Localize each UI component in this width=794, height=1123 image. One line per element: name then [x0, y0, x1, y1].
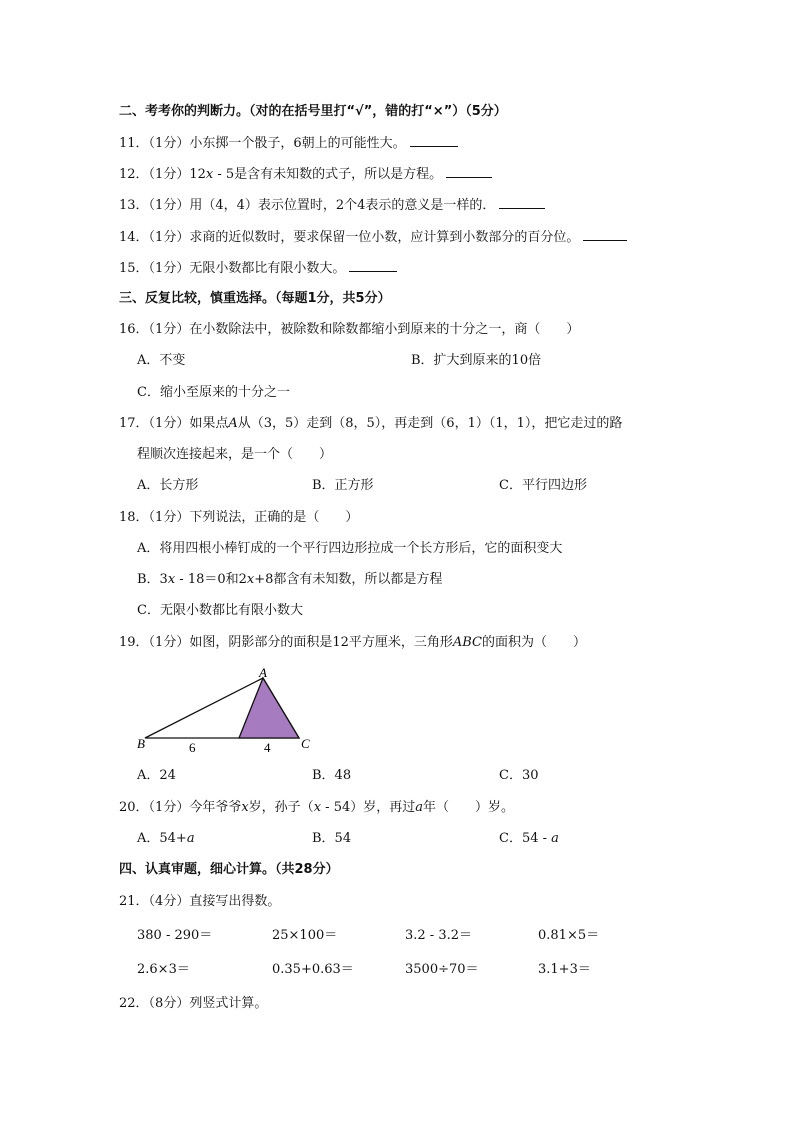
question-19-prefix: 19．（1分）如图，阴影部分的面积是12平方厘米，三角形: [119, 635, 453, 650]
question-17-text: 从（3，5）走到（8，5），再走到（6，1）（1，1），把它走过的路: [237, 416, 623, 431]
calc-1-1[interactable]: 380 - 290＝: [137, 928, 213, 943]
question-13-text: 13．（1分）用（4，4）表示位置时，2个4表示的意义是一样的．: [119, 198, 496, 213]
option-18-c[interactable]: C．无限小数都比有限小数大: [137, 603, 303, 618]
variable-a: A: [228, 416, 238, 431]
question-20-text: 年（ ）岁。: [423, 800, 515, 815]
question-20-stem: [119, 799, 514, 817]
variable-x: x: [167, 572, 176, 587]
question-19-text: 的面积为（ ）: [482, 635, 587, 650]
segment-dc-label: 4: [264, 740, 271, 755]
variable-x: x: [313, 800, 322, 815]
answer-blank-15[interactable]: [349, 259, 397, 272]
option-19-a[interactable]: A．24: [137, 768, 176, 783]
variable-a: a: [186, 831, 195, 846]
question-12: [119, 165, 492, 184]
question-22-stem: 22．（8分）列竖式计算。: [119, 996, 268, 1011]
question-17-stem: [119, 415, 622, 433]
question-20-mid2: - 54）岁，再过: [321, 800, 416, 815]
option-18-b-prefix: B．3: [137, 572, 168, 587]
question-13: [119, 196, 545, 215]
calc-2-4[interactable]: 3.1+3＝: [538, 962, 591, 977]
section-3-heading: 三、反复比较，慎重选择。（每题1分，共5分）: [119, 291, 391, 306]
option-16-a[interactable]: A．不变: [137, 353, 186, 368]
option-17-c[interactable]: C．平行四边形: [499, 478, 587, 493]
option-20-b[interactable]: B．54: [312, 831, 352, 846]
option-20-a-prefix: A．54+: [137, 831, 187, 846]
question-17-stem-cont: 程顺次连接起来，是一个（ ）: [137, 447, 333, 462]
option-18-b-mid: - 18＝0和2: [175, 572, 247, 587]
calc-1-4[interactable]: 0.81×5＝: [538, 928, 600, 943]
vertex-a-label: A: [259, 666, 267, 680]
option-18-a[interactable]: A．将用四根小棒钉成的一个平行四边形拉成一个长方形后，它的面积变大: [137, 541, 563, 556]
variable-x: x: [205, 167, 214, 182]
option-18-b[interactable]: [137, 571, 442, 589]
calc-2-2[interactable]: 0.35+0.63＝: [272, 962, 354, 977]
variable-x: x: [246, 572, 255, 587]
answer-blank-13[interactable]: [499, 196, 545, 209]
section-4-heading: 四、认真审题，细心计算。（共28分）: [119, 862, 339, 877]
question-12-text: - 5是含有未知数的式子，所以是方程。: [213, 167, 443, 182]
calc-2-3[interactable]: 3500÷70＝: [405, 962, 479, 977]
option-17-b[interactable]: B．正方形: [312, 478, 374, 493]
question-11-text: 11．（1分）小东掷一个骰子，6朝上的可能性大。: [119, 136, 406, 151]
answer-blank-14[interactable]: [583, 228, 627, 241]
segment-bd-label: 6: [189, 740, 196, 755]
option-17-a[interactable]: A．长方形: [137, 478, 199, 493]
section-2-heading: 二、考考你的判断力。（对的在括号里打“√”，错的打“×”）（5分）: [119, 104, 507, 119]
question-20-prefix: 20．（1分）今年爷爷: [119, 800, 242, 815]
question-14: [119, 228, 627, 247]
vertex-c-label: C: [301, 736, 310, 751]
triangle-name: ABC: [452, 635, 482, 650]
answer-blank-11[interactable]: [410, 134, 458, 147]
option-20-c-prefix: C．54 -: [499, 831, 552, 846]
question-17-prefix: 17．（1分）如果点: [119, 416, 229, 431]
triangle-figure: [137, 666, 317, 756]
question-19-stem: [119, 634, 586, 652]
question-15: [119, 259, 397, 278]
question-12-prefix: 12．（1分）12: [119, 167, 206, 182]
question-20-mid1: 岁，孙子（: [248, 800, 314, 815]
question-11: [119, 134, 458, 153]
option-16-c[interactable]: C．缩小至原来的十分之一: [137, 385, 290, 400]
variable-x: x: [241, 800, 249, 815]
calc-1-2[interactable]: 25×100＝: [272, 928, 338, 943]
option-19-c[interactable]: C．30: [499, 768, 539, 783]
question-16-stem: 16．（1分）在小数除法中，被除数和除数都缩小到原来的十分之一，商（ ）: [119, 322, 580, 337]
variable-a: a: [551, 831, 559, 846]
question-21-stem: 21．（4分）直接写出得数。: [119, 894, 281, 909]
option-19-b[interactable]: B．48: [312, 768, 352, 783]
calc-1-3[interactable]: 3.2 - 3.2＝: [405, 928, 473, 943]
option-18-b-text: +8都含有未知数，所以都是方程: [254, 572, 443, 587]
option-16-b[interactable]: B．扩大到原来的10倍: [411, 353, 542, 368]
question-15-text: 15．（1分）无限小数都比有限小数大。: [119, 261, 346, 276]
question-14-text: 14．（1分）求商的近似数时，要求保留一位小数，应计算到小数部分的百分位。: [119, 230, 580, 245]
question-18-stem: 18．（1分）下列说法，正确的是（ ）: [119, 510, 359, 525]
variable-a: a: [415, 800, 423, 815]
option-20-a[interactable]: [137, 830, 195, 848]
vertex-b-label: B: [137, 736, 145, 751]
answer-blank-12[interactable]: [446, 165, 492, 178]
calc-2-1[interactable]: 2.6×3＝: [137, 962, 190, 977]
option-20-c[interactable]: [499, 830, 559, 848]
